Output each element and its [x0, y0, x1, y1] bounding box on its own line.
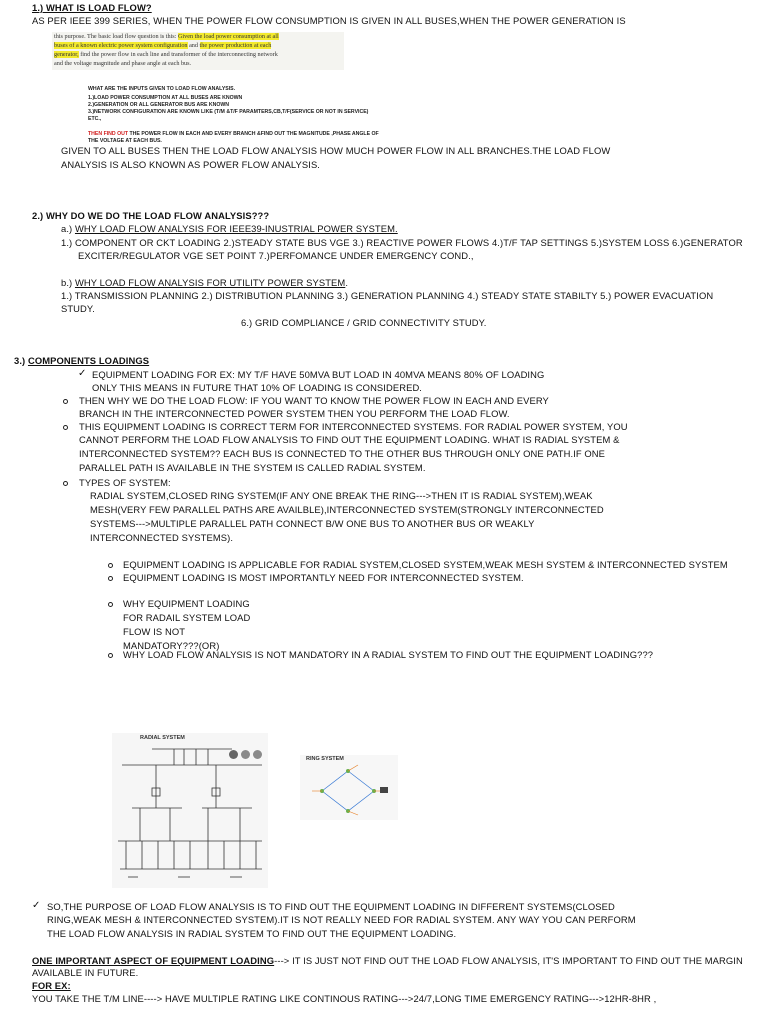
circle-bullet-icon [108, 653, 113, 658]
s3-r-line-2: FOR RADAIL SYSTEM LOAD [123, 612, 251, 623]
s3-types-label: TYPES OF SYSTEM: [79, 477, 171, 488]
circle-bullet-icon [63, 481, 68, 486]
radial-system-caption: RADIAL SYSTEM [140, 735, 185, 741]
s3-r-line-5: WHY LOAD FLOW ANALYSIS IS NOT MANDATORY IN A RADIAL SYSTEM TO FIND OUT THE EQUIPMENT LOADING??? [123, 649, 654, 660]
s3-point-1-line-2: BRANCH IN THE INTERCONNECTED POWER SYSTEM THEN YOU PERFORM THE LOAD FLOW. [79, 408, 510, 419]
excerpt-line-4: and the voltage magnitude and phase angle at each bus. [54, 60, 192, 67]
section-2b-dot: . [345, 277, 349, 288]
excerpt-highlight: the power production at each [199, 42, 272, 49]
section-2b-title [61, 277, 348, 289]
check-icon: ✓ [32, 900, 41, 911]
circle-bullet-icon [108, 576, 113, 581]
ring-system-drawing [300, 755, 398, 820]
s3-summary-line-2: RING,WEAK MESH & INTERCONNECTED SYSTEM).IT IS NOT REALLY NEED FOR RADIAL SYSTEM. ANY WAY YOU CAN PERFORM [47, 914, 636, 925]
chevron-left-icon[interactable] [253, 750, 262, 759]
s3-summary-line-1: SO,THE PURPOSE OF LOAD FLOW ANALYSIS IS TO FIND OUT THE EQUIPMENT LOADING IN DIFFERENT SYSTEMS(CLOSED [47, 901, 615, 912]
section-2a-prefix: a.) [61, 223, 75, 234]
section-2b-line-1: 1.) TRANSMISSION PLANNING 2.) DISTRIBUTION PLANNING 3.) GENERATION PLANNING 4.) STEADY STATE STABILTY 5.) POWER EVACUATION [61, 290, 714, 301]
inputs-image [88, 86, 428, 148]
section-2b-prefix: b.) [61, 277, 75, 288]
excerpt-text: this purpose. The basic load flow question is this: [54, 33, 178, 40]
s4-for-example: FOR EX: [32, 980, 71, 991]
image-toolbar[interactable] [229, 750, 269, 760]
s4-heading-rest: ---> IT IS JUST NOT FIND OUT THE LOAD FLOW ANALYSIS, IT'S IMPORTANT TO FIND OUT THE MARGIN [274, 955, 743, 966]
s3-point-1-line-1: THEN WHY WE DO THE LOAD FLOW: IF YOU WANT TO KNOW THE POWER FLOW IN EACH AND EVERY [79, 395, 549, 406]
circle-bullet-icon [108, 563, 113, 568]
excerpt-highlight: buses of a known electric power system configuration [54, 42, 188, 49]
excerpt-line-1 [54, 33, 279, 41]
excerpt-highlight: Given the load power consumption at all [177, 33, 279, 40]
section-2b-title-text: WHY LOAD FLOW ANALYSIS FOR UTILITY POWER SYSTEM [74, 277, 346, 288]
section-2a-title [61, 223, 398, 235]
excerpt-text: find the power flow in each line and transformer of the interconnecting network [78, 51, 278, 58]
section-1-heading-text: 1.) WHAT IS LOAD FLOW? [32, 2, 152, 13]
ieee-excerpt-image [52, 32, 344, 70]
inputs-item-4: ETC., [88, 116, 102, 122]
inputs-then-line-2: THE VOLTAGE AT EACH BUS. [88, 138, 162, 144]
s3-summary-line-3: THE LOAD FLOW ANALYSIS IN RADIAL SYSTEM TO FIND OUT THE EQUIPMENT LOADING. [47, 928, 457, 939]
inputs-then-rest: THE POWER FLOW IN EACH AND EVERY BRANCH &FIND OUT THE MAGNITUDE ,PHASE ANGLE OF [128, 131, 379, 137]
circle-bullet-icon [108, 602, 113, 607]
section-2-heading: 2.) WHY DO WE DO THE LOAD FLOW ANALYSIS??? [32, 210, 270, 221]
section-2b-line-3: 6.) GRID COMPLIANCE / GRID CONNECTIVITY STUDY. [241, 317, 487, 328]
s4-line-1 [32, 955, 743, 967]
s3-types-line-2: MESH(VERY FEW PARALLEL PATHS ARE AVAILBLE),INTERCONNECTED SYSTEM(STRONGLY INTERCONNECTED [90, 504, 604, 515]
section-1-intro: AS PER IEEE 399 SERIES, WHEN THE POWER FLOW CONSUMPTION IS GIVEN IN ALL BUSES,WHEN THE POWER GENERATION IS [32, 15, 626, 26]
excerpt-line-2 [54, 42, 271, 50]
section-2a-line-1: 1.) COMPONENT OR CKT LOADING 2.)STEADY STATE BUS VGE 3.) REACTIVE POWER FLOWS 4.)T/F TAP SETTINGS 5.)SYSTEM LOSS 6.)GENERATOR [61, 237, 743, 248]
s3-point-2-line-3: INTERCONNECTED SYSTEM?? EACH BUS IS CONNECTED TO THE OTHER BUS THROUGH ONLY ONE PATH.IF ONE [79, 448, 606, 459]
ring-system-caption: RING SYSTEM [306, 756, 344, 762]
s4-heading: ONE IMPORTANT ASPECT OF EQUIPMENT LOADING [32, 955, 275, 966]
section-3-heading [14, 355, 149, 367]
excerpt-text: and [187, 42, 200, 49]
s3-point-2-line-1: THIS EQUIPMENT LOADING IS CORRECT TERM FOR INTERCONNECTED SYSTEMS. FOR RADIAL POWER SYSTEM, YOU [79, 421, 628, 432]
s4-line-2: AVAILABLE IN FUTURE. [32, 967, 139, 978]
s3-types-line-4: INTERCONNECTED SYSTEMS). [90, 532, 234, 543]
section-1-heading [32, 2, 152, 14]
ring-system-diagram [300, 755, 398, 820]
inputs-item-1: 1.)LOAD POWER CONSUMPTION AT ALL BUSES ARE KNOWN [88, 95, 243, 101]
section-2b-line-2: STUDY. [61, 303, 95, 314]
given-line-2: ANALYSIS IS ALSO KNOWN AS POWER FLOW ANALYSIS. [61, 159, 321, 170]
inputs-then-line [88, 131, 379, 137]
inputs-title: WHAT ARE THE INPUTS GIVEN TO LOAD FLOW ANALYSIS. [88, 86, 236, 92]
circle-bullet-icon [63, 399, 68, 404]
inputs-item-3: 3.)NETWORK CONFIGURATION ARE KNOWN LIKE (T/M &T/F PARAMTERS,CB,T/F(SERVICE OR NOT IN SERVICE) [88, 109, 369, 115]
s3-point-2-line-2: CANNOT PERFORM THE LOAD FLOW ANALYSIS TO FIND OUT THE EQUIPMENT LOADING. WHAT IS RADIAL SYSTEM & [79, 434, 620, 445]
excerpt-line-3 [54, 51, 278, 59]
s3-types-line-3: SYSTEMS--->MULTIPLE PARALLEL PATH CONNECT B/W ONE BUS TO ANOTHER BUS OR WEAKLY [90, 518, 535, 529]
excerpt-highlight: generator, [54, 51, 79, 58]
given-line-1: GIVEN TO ALL BUSES THEN THE LOAD FLOW ANALYSIS HOW MUCH POWER FLOW IN ALL BRANCHES.THE LOAD FLOW [61, 145, 611, 156]
zoom-icon[interactable] [229, 750, 238, 759]
s3-check-line-1: EQUIPMENT LOADING FOR EX: MY T/F HAVE 50MVA BUT LOAD IN 40MVA MEANS 80% OF LOADING [92, 369, 545, 380]
s4-line-3: YOU TAKE THE T/M LINE----> HAVE MULTIPLE RATING LIKE CONTINOUS RATING--->24/7,LONG TIME EMERGENCY RATING--->12HR-8HR , [32, 993, 657, 1004]
s3-q-line-2: EQUIPMENT LOADING IS MOST IMPORTANTLY NEED FOR INTERCONNECTED SYSTEM. [123, 572, 524, 583]
s3-check-line-2: ONLY THIS MEANS IN FUTURE THAT 10% OF LOADING IS CONSIDERED. [92, 382, 423, 393]
s3-point-2-line-4: PARALLEL PATH IS AVAILABLE IN THE SYSTEM IS CALLED RADIAL SYSTEM. [79, 462, 426, 473]
section-2a-title-text: WHY LOAD FLOW ANALYSIS FOR IEEE39-INUSTRIAL POWER SYSTEM. [74, 223, 398, 234]
check-icon: ✓ [78, 368, 87, 379]
circle-bullet-icon [63, 425, 68, 430]
inputs-findout-word: FIND OUT [103, 131, 129, 137]
inputs-item-2: 2.)GENERATION OR ALL GENERATOR BUS ARE KNOWN [88, 102, 230, 108]
s3-q-line-1: EQUIPMENT LOADING IS APPLICABLE FOR RADIAL SYSTEM,CLOSED SYSTEM,WEAK MESH SYSTEM & INTERCONNECTED SYSTEM [123, 559, 728, 570]
section-3-prefix: 3.) [14, 355, 28, 366]
section-3-heading-text: COMPONENTS LOADINGS [27, 355, 150, 366]
inputs-then-word: THEN [88, 131, 104, 137]
section-2a-line-2: EXCITER/REGULATOR VGE SET POINT 7.)PERFOMANCE UNDER EMERGENCY COND., [78, 250, 474, 261]
s3-r-line-3: FLOW IS NOT [123, 626, 186, 637]
s3-r-line-4: MANDATORY???(OR) [123, 640, 220, 651]
s3-r-line-1: WHY EQUIPMENT LOADING [123, 598, 250, 609]
s3-types-line-1: RADIAL SYSTEM,CLOSED RING SYSTEM(IF ANY ONE BREAK THE RING--->THEN IT IS RADIAL SYSTEM),WEAK [90, 490, 593, 501]
close-icon[interactable] [241, 750, 250, 759]
